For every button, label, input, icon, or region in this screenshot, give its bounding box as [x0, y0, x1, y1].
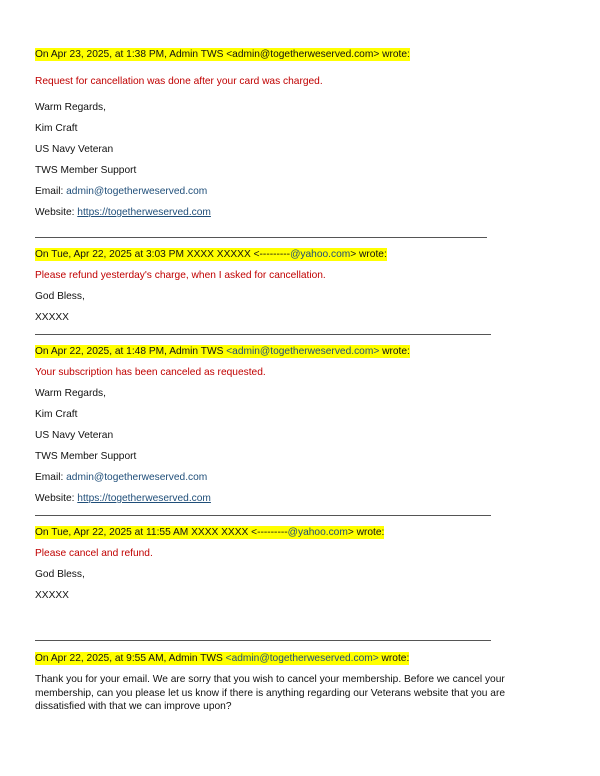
signature-role: US Navy Veteran — [35, 144, 114, 155]
email-link[interactable]: admin@togetherweserved.com — [66, 186, 208, 197]
email-link[interactable]: admin@togetherweserved.com — [66, 472, 208, 483]
signature-email-line — [35, 471, 207, 484]
message-2-header — [35, 248, 387, 261]
message-3-body: Your subscription has been canceled as requested. — [35, 367, 266, 378]
signature-team: TWS Member Support — [35, 165, 137, 176]
header-text: On Tue, Apr 22, 2025 at 11:55 AM XXXX XXXX <--------- — [35, 527, 288, 538]
header-email-link[interactable]: @yahoo.com — [290, 249, 351, 260]
header-email-link[interactable]: <admin@togetherweserved.com> — [225, 653, 379, 664]
signature-greeting: Warm Regards, — [35, 102, 106, 113]
divider — [35, 640, 491, 641]
message-1-body: Request for cancellation was done after your card was charged. — [35, 76, 323, 87]
closing: God Bless, — [35, 569, 85, 580]
header-text: On Apr 23, 2025, at 1:38 PM, Admin TWS — [35, 49, 227, 60]
sender-name: XXXXX — [35, 312, 69, 323]
email-label: Email: — [35, 472, 67, 483]
message-5-body: Thank you for your email. We are sorry that you wish to cancel your membership. Before we cancel your membership, can you please let us know if there is anything regarding our Veterans website that you are dissatisfied with that we can improve upon? — [35, 674, 506, 712]
divider — [35, 515, 491, 516]
message-4-header — [35, 526, 384, 539]
message-4-body: Please cancel and refund. — [35, 548, 153, 559]
message-1-header — [35, 48, 410, 61]
header-text: wrote: — [378, 653, 410, 664]
signature-email-line — [35, 185, 207, 198]
header-text: > wrote: — [347, 527, 385, 538]
message-3-header — [35, 345, 410, 358]
header-text: On Apr 22, 2025, at 1:48 PM, Admin TWS — [35, 346, 227, 357]
email-label: Email: — [35, 186, 67, 197]
header-text: > wrote: — [350, 249, 387, 260]
message-5-header — [35, 652, 409, 665]
signature-team: TWS Member Support — [35, 451, 137, 462]
website-label: Website: — [35, 207, 78, 218]
website-link[interactable]: https://togetherweserved.com — [77, 493, 211, 504]
divider — [35, 334, 491, 335]
header-text: On Tue, Apr 22, 2025 at 3:03 PM XXXX XXXXX <--------- — [35, 249, 291, 260]
website-label: Website: — [35, 493, 78, 504]
sender-name: XXXXX — [35, 590, 69, 601]
signature-website-line — [35, 206, 211, 219]
divider — [35, 237, 487, 238]
header-email-link[interactable]: <admin@togetherweserved.com> — [226, 346, 380, 357]
header-email: <admin@togetherweserved.com> — [226, 49, 380, 60]
header-text: On Apr 22, 2025, at 9:55 AM, Admin TWS — [35, 653, 226, 664]
signature-name: Kim Craft — [35, 123, 78, 134]
header-text: wrote: — [379, 346, 410, 357]
message-2-body: Please refund yesterday's charge, when I asked for cancellation. — [35, 270, 326, 281]
header-email-link[interactable]: @yahoo.com — [287, 527, 348, 538]
closing: God Bless, — [35, 291, 85, 302]
header-text: wrote: — [379, 49, 410, 60]
signature-greeting: Warm Regards, — [35, 388, 106, 399]
signature-website-line — [35, 492, 211, 505]
signature-name: Kim Craft — [35, 409, 78, 420]
website-link[interactable]: https://togetherweserved.com — [77, 207, 211, 218]
signature-role: US Navy Veteran — [35, 430, 114, 441]
